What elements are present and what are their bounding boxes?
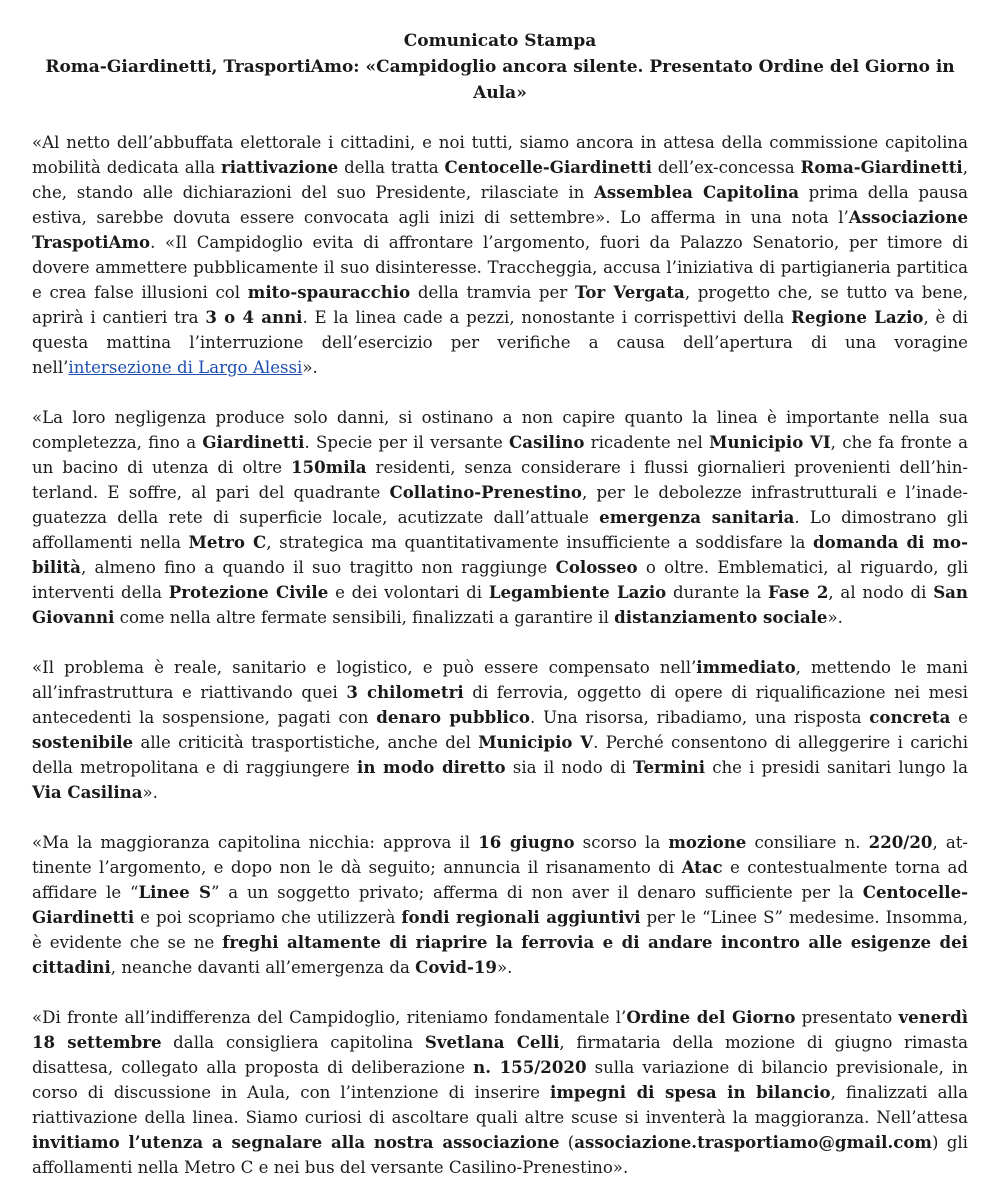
text-run: e dei volontari di (328, 583, 489, 602)
paragraph-4 (32, 830, 968, 980)
bold-text: Centocelle-Giardinetti (32, 882, 969, 927)
inline-link[interactable]: intersezione di Largo Alessi (68, 358, 303, 377)
text-run: «Al netto dell’abbuffata elettorale i cittadini, e noi tutti, siamo ancora in attesa della commissione capitolina mobilità dedicata alla (32, 133, 968, 177)
text-run: ». (302, 358, 318, 377)
text-run: ) gli affollamenti nella Metro C e nei bus del versante Casilino-Prenestino». (32, 1133, 968, 1177)
bold-text: Linee S (138, 882, 211, 902)
bold-text: 150mila (291, 457, 367, 477)
bold-text: mozione (668, 832, 747, 852)
bold-text: concreta (869, 707, 951, 727)
text-run: scorso la (574, 833, 669, 852)
text-run: sulla variazione di bilancio previsionale, in corso di discussione in Aula, con l’intenzione di inserire (32, 1058, 968, 1102)
bold-text: Associazione TraspotiAmo (32, 207, 968, 252)
bold-text: Collatino-Prenestino (389, 482, 582, 502)
text-run: «La loro negligenza produce solo danni, si ostinano a non capire quanto la linea è importante nella sua completezza, fino a (32, 408, 968, 452)
text-run: dalla consigliera capitolina (161, 1033, 425, 1052)
text-run: come nella altre fermate sensibili, finalizzati a garantire il (114, 608, 615, 627)
bold-text: immediato (696, 657, 796, 677)
text-run: dell’ex-concessa (651, 158, 801, 177)
text-run: . Specie per il versante (304, 433, 510, 452)
text-run: , attinente l’argomento, e dopo non le dà seguito; annuncia il risanamento di (32, 833, 968, 877)
text-run: «Di fronte all’indifferenza del Campidoglio, riteniamo fondamentale l’ (32, 1008, 627, 1027)
text-run: . Perché consentono di alleggerire i carichi della metropolitana e di raggiungere (32, 733, 969, 777)
text-run: ( (559, 1133, 575, 1152)
bold-text: impegni di spesa in bilancio (550, 1082, 831, 1102)
text-run: , è di questa mattina l’interruzione dell’esercizio per verifiche a causa dell’apertura di una voragine nell’ (32, 308, 968, 377)
bold-text: fondi regionali aggiuntivi (401, 907, 641, 927)
text-run: e contestualmente torna ad affidare le “ (32, 858, 968, 902)
bold-text: Legambiente Lazio (488, 582, 667, 602)
bold-text: mito-spauracchio (247, 282, 411, 302)
bold-text: 3 chilometri (346, 682, 464, 702)
bold-text: Metro C (188, 532, 267, 552)
paragraph-3 (32, 655, 968, 805)
text-run: . «Il Campidoglio evita di affrontare l’argomento, fuori da Palazzo Senatorio, per timore di dovere ammettere pubblicamente il suo disinteresse. Traccheggia, accusa l’iniziativa di partigianeria partitica e crea false illusioni col (32, 233, 968, 302)
bold-text: Ordine del Giorno (626, 1007, 796, 1027)
bold-text: Atac (681, 857, 723, 877)
text-run: , mettendo le mani all’infrastruttura e riattivando quei (32, 658, 968, 702)
bold-text: Municipio VI (709, 432, 831, 452)
bold-text: Municipio V (478, 732, 594, 752)
text-run: , che, stando alle dichiarazioni del suo Presidente, rilasciate in (32, 158, 968, 202)
paragraph-1 (32, 130, 968, 380)
paragraph-2 (32, 405, 968, 630)
bold-text: Regione Lazio (791, 307, 924, 327)
text-run: o oltre. Emblematici, al riguardo, gli interventi della (32, 558, 969, 602)
text-run: residenti, senza considerare i flussi giornalieri provenienti dell’hinterland. E soffre, al pari del quadrante (32, 458, 969, 502)
bold-text: Via Casilina (32, 782, 143, 802)
bold-text: Assemblea Capitolina (593, 182, 800, 202)
bold-text: Casilino (509, 432, 585, 452)
text-run: , progetto che, se tutto va bene, aprirà i cantieri tra (32, 283, 968, 327)
text-run: «Il problema è reale, sanitario e logistico, e può essere compensato nell’ (32, 658, 697, 677)
bold-text: 220/20 (868, 832, 933, 852)
text-run: . Una risorsa, ribadiamo, una risposta (529, 708, 870, 727)
text-run: . E la linea cade a pezzi, nonostante i corrispettivi della (302, 308, 792, 327)
bold-text: riattivazione (220, 157, 339, 177)
press-release-heading (32, 28, 968, 106)
text-run: ». (827, 608, 843, 627)
bold-text: freghi altamente di riaprire la ferrovia e di andare incontro alle esigenze dei cittadini (32, 932, 968, 977)
bold-text: 16 giugno (478, 832, 575, 852)
bold-text: Giardinetti (202, 432, 305, 452)
bold-text: associazione.trasportiamo@gmail.com (574, 1132, 932, 1152)
bold-text: Svetlana Celli (424, 1032, 560, 1052)
text-run: della tratta (338, 158, 445, 177)
text-run: consiliare n. (746, 833, 869, 852)
bold-text: sostenibile (32, 732, 134, 752)
bold-text: Covid-19 (415, 957, 497, 977)
text-run: , al nodo di (828, 583, 934, 602)
text-run: , strategica ma quantitativamente insufficiente a soddisfare la (266, 533, 814, 552)
text-run: sia il nodo di (505, 758, 634, 777)
text-run: ». (142, 783, 158, 802)
bold-text: n. 155/2020 (473, 1057, 587, 1077)
bold-text: Tor Vergata (574, 282, 685, 302)
bold-text: emergenza sanitaria (599, 507, 795, 527)
text-run: «Ma la maggioranza capitolina nicchia: approva il (32, 833, 479, 852)
bold-text: Termini (633, 757, 706, 777)
text-run: durante la (666, 583, 769, 602)
text-run: ». (496, 958, 513, 977)
text-run: e (950, 708, 968, 727)
text-run: , firmataria della mozione di giugno rimasta disattesa, collegato alla proposta di deliberazione (32, 1033, 968, 1077)
bold-text: Centocelle-Giardinetti (444, 157, 652, 177)
document-label: Comunicato Stampa (403, 31, 597, 51)
text-run: che i presidi sanitari lungo la (705, 758, 968, 777)
text-run: , che fa fronte a un bacino di utenza di oltre (32, 433, 968, 477)
bold-text: invitiamo l’utenza a segnalare alla nostra associazione (32, 1132, 560, 1152)
bold-text: San Giovanni (32, 582, 968, 627)
text-run: prima della pausa estiva, sarebbe dovuta essere convocata agli inizi di settembre». Lo afferma in una nota l’ (32, 183, 969, 227)
text-run: , per le debolezze infrastrutturali e l’inadeguatezza della rete di superficie locale, acutizzate dall’attuale (32, 483, 968, 527)
text-run: ricadente nel (584, 433, 710, 452)
text-run: , finalizzati alla riattivazione della linea. Siamo curiosi di ascoltare quali altre scuse si inventerà la maggioranza. Nell’attesa (32, 1083, 968, 1127)
bold-text: Fase 2 (768, 582, 829, 602)
text-run: , almeno fino a quando il suo tragitto non raggiunge (80, 558, 556, 577)
bold-text: domanda di mobilità (32, 532, 968, 577)
bold-text: Colosseo (555, 557, 638, 577)
text-run: . Lo dimostrano gli affollamenti nella (32, 508, 968, 552)
bold-text: distanziamento sociale (614, 607, 828, 627)
bold-text: Roma-Giardinetti (800, 157, 963, 177)
text-run: , neanche davanti all’emergenza da (110, 958, 416, 977)
paragraph-5 (32, 1005, 968, 1180)
bold-text: venerdì 18 settembre (32, 1007, 969, 1052)
press-release-body (32, 130, 968, 1180)
text-run: alle criticità trasportistiche, anche del (133, 733, 479, 752)
bold-text: in modo diretto (357, 757, 506, 777)
text-run: ” a un soggetto privato; afferma di non aver il denaro sufficiente per la (210, 883, 863, 902)
bold-text: 3 o 4 anni (205, 307, 303, 327)
text-run: presentato (795, 1008, 899, 1027)
text-run: della tramvia per (410, 283, 575, 302)
bold-text: denaro pubblico (376, 707, 530, 727)
text-run: per le “Linee S” medesime. Insomma, è evidente che se ne (32, 908, 968, 952)
page-title: Roma-Giardinetti, TrasportiAmo: «Campidoglio ancora silente. Presentato Ordine del Giorno in Aula» (45, 57, 955, 103)
text-run: e poi scopriamo che utilizzerà (134, 908, 402, 927)
text-run: di ferrovia, oggetto di opere di riqualificazione nei mesi antecedenti la sospensione, pagati con (32, 683, 968, 727)
bold-text: Protezione Civile (168, 582, 329, 602)
